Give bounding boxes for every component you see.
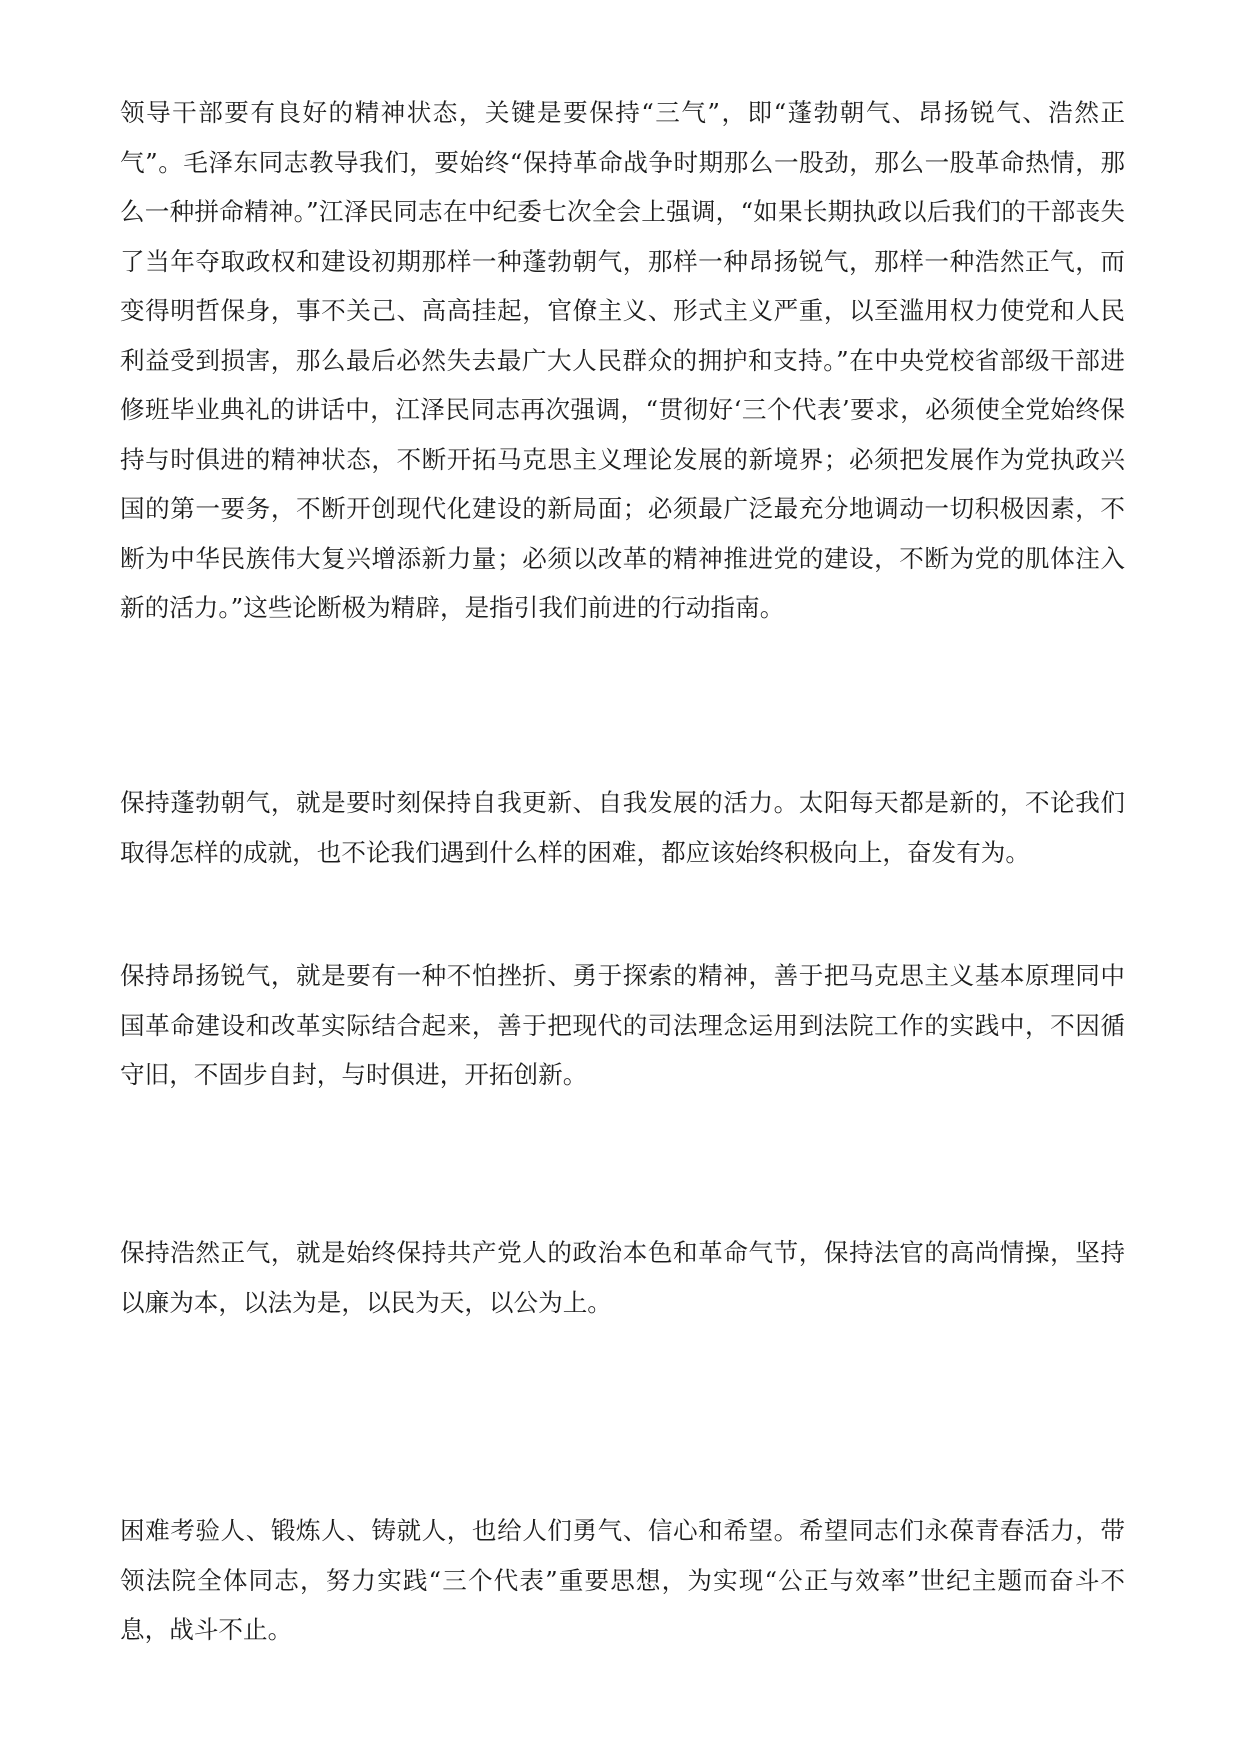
paragraph-high-morale: 保持昂扬锐气，就是要有一种不怕挫折、勇于探索的精神，善于把马克思主义基本原理同中国革命建设和改革实际结合起来，善于把现代的司法理念运用到法院工作的实践中，不因循守旧，不固步自封，与时俱进，开拓创新。	[120, 961, 1125, 1089]
paragraph-righteous-spirit: 保持浩然正气，就是始终保持共产党人的政治本色和革命气节，保持法官的高尚情操，坚持以廉为本，以法为是，以民为天，以公为上。	[120, 1238, 1125, 1317]
paragraph-vigorous-spirit: 保持蓬勃朝气，就是要时刻保持自我更新、自我发展的活力。太阳每天都是新的，不论我们取得怎样的成就，也不论我们遇到什么样的困难，都应该始终积极向上，奋发有为。	[120, 788, 1125, 867]
paragraph-three-spirits-intro: 领导干部要有良好的精神状态，关键是要保持“三气”，即“蓬勃朝气、昂扬锐气、浩然正气”。毛泽东同志教导我们，要始终“保持革命战争时期那么一股劲，那么一股革命热情，那么一种拼命精神。”江泽民同志在中纪委七次全会上强调，“如果长期执政以后我们的干部丧失了当年夺取政权和建设初期那样一种蓬勃朝气，那样一种昂扬锐气，那样一种浩然正气，而变得明哲保身，事不关己、高高挂起，官僚主义、形式主义严重，以至滥用权力使党和人民利益受到损害，那么最后必然失去最广大人民群众的拥护和支持。”在中央党校省部级干部进修班毕业典礼的讲话中，江泽民同志再次强调，“贯彻好‘三个代表’要求，必须使全党始终保持与时俱进的精神状态，不断开拓马克思主义理论发展的新境界；必须把发展作为党执政兴国的第一要务，不断开创现代化建设的新局面；必须最广泛最充分地调动一切积极因素，不断为中华民族伟大复兴增添新力量；必须以改革的精神推进党的建设，不断为党的肌体注入新的活力。”这些论断极为精辟，是指引我们前进的行动指南。	[120, 98, 1125, 622]
paragraph-closing-hope: 困难考验人、锻炼人、铸就人，也给人们勇气、信心和希望。希望同志们永葆青春活力，带领法院全体同志，努力实践“三个代表”重要思想，为实现“公正与效率”世纪主题而奋斗不息，战斗不止。	[120, 1516, 1125, 1644]
